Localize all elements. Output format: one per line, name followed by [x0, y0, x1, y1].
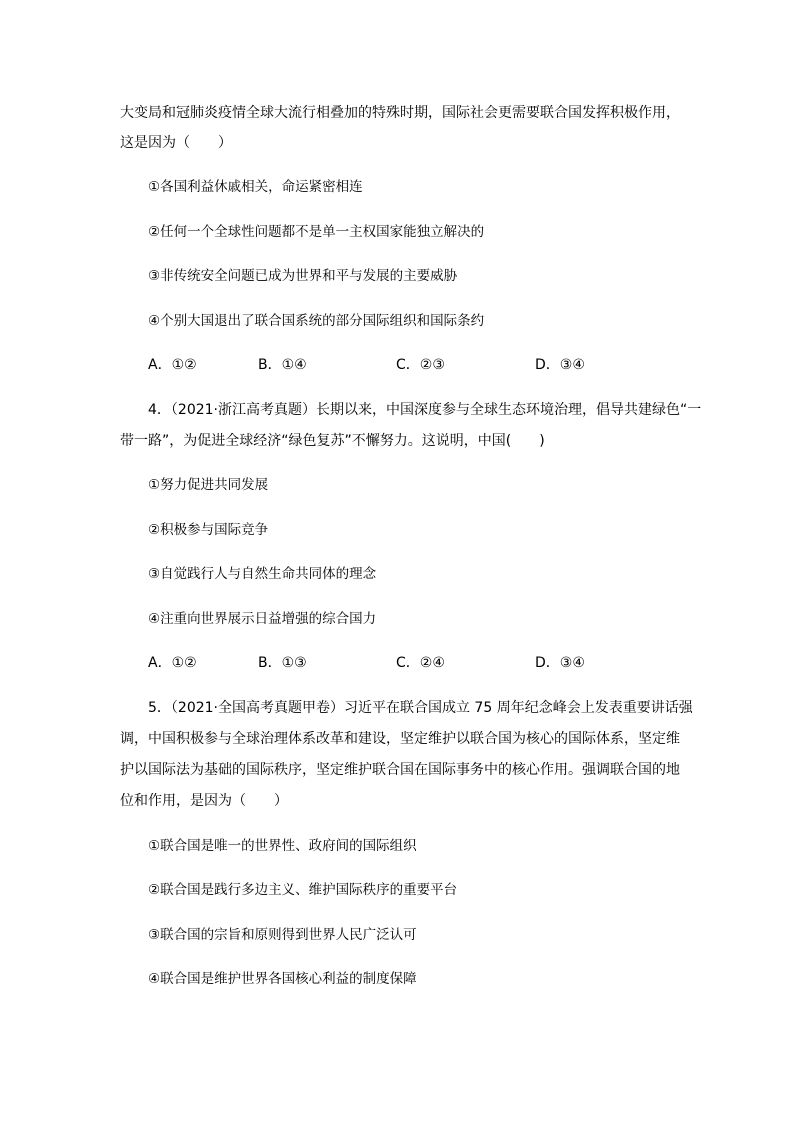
q5-stem-line-3: 护以国际法为基础的国际秩序，坚定维护联合国在国际事务中的核心作用。强调联合国的地 — [120, 762, 680, 778]
q3-choice-b[interactable]: B．①④ — [258, 357, 307, 373]
q4-stem-line-2: 带一路”，为促进全球经济“绿色复苏”不懈努力。这说明，中国( ) — [120, 433, 545, 449]
q5-option-3: ③联合国的宗旨和原则得到世界人民广泛认可 — [148, 927, 417, 943]
q4-option-1: ①努力促进共同发展 — [148, 477, 269, 493]
q3-choice-d[interactable]: D．③④ — [535, 357, 585, 373]
q4-choice-c[interactable]: C．②④ — [396, 655, 445, 671]
q5-stem-line-2: 调，中国积极参与全球治理体系改革和建设，坚定维护以联合国为核心的国际体系，坚定维 — [120, 731, 680, 747]
q4-choices — [148, 653, 608, 673]
q4-choice-a[interactable]: A．①② — [148, 655, 197, 671]
q4-choice-b[interactable]: B．①③ — [258, 655, 307, 671]
q3-option-3: ③非传统安全问题已成为世界和平与发展的主要威胁 — [148, 268, 458, 284]
q3-choice-a[interactable]: A．①② — [148, 357, 197, 373]
q3-stem-line-2: 这是因为（ ） — [120, 135, 232, 151]
q3-option-2: ②任何一个全球性问题都不是单一主权国家能独立解决的 — [148, 224, 485, 240]
q3-option-4: ④个别大国退出了联合国系统的部分国际组织和国际条约 — [148, 313, 485, 329]
q5-option-2: ②联合国是践行多边主义、维护国际秩序的重要平台 — [148, 882, 458, 898]
q4-option-4: ④注重向世界展示日益增强的综合国力 — [148, 611, 377, 627]
q3-option-1: ①各国利益休戚相关，命运紧密相连 — [148, 179, 363, 195]
q3-choice-c[interactable]: C．②③ — [396, 357, 445, 373]
q3-choices — [148, 355, 608, 375]
q5-option-4: ④联合国是维护世界各国核心利益的制度保障 — [148, 971, 417, 987]
q3-stem-line-1: 大变局和冠肺炎疫情全球大流行相叠加的特殊时期，国际社会更需要联合国发挥积极作用， — [120, 105, 680, 121]
q4-stem-line-1: 4．（2021·浙江高考真题）长期以来，中国深度参与全球生态环境治理，倡导共建绿色“一 — [148, 402, 702, 418]
q4-choice-d[interactable]: D．③④ — [535, 655, 585, 671]
q5-option-1: ①联合国是唯一的世界性、政府间的国际组织 — [148, 838, 417, 854]
q5-stem-line-4: 位和作用，是因为（ ） — [120, 793, 288, 809]
q5-stem-line-1: 5．（2021·全国高考真题甲卷）习近平在联合国成立 75 周年纪念峰会上发表重要讲话强 — [148, 700, 693, 716]
q4-option-3: ③自觉践行人与自然生命共同体的理念 — [148, 566, 377, 582]
q4-option-2: ②积极参与国际竞争 — [148, 522, 269, 538]
